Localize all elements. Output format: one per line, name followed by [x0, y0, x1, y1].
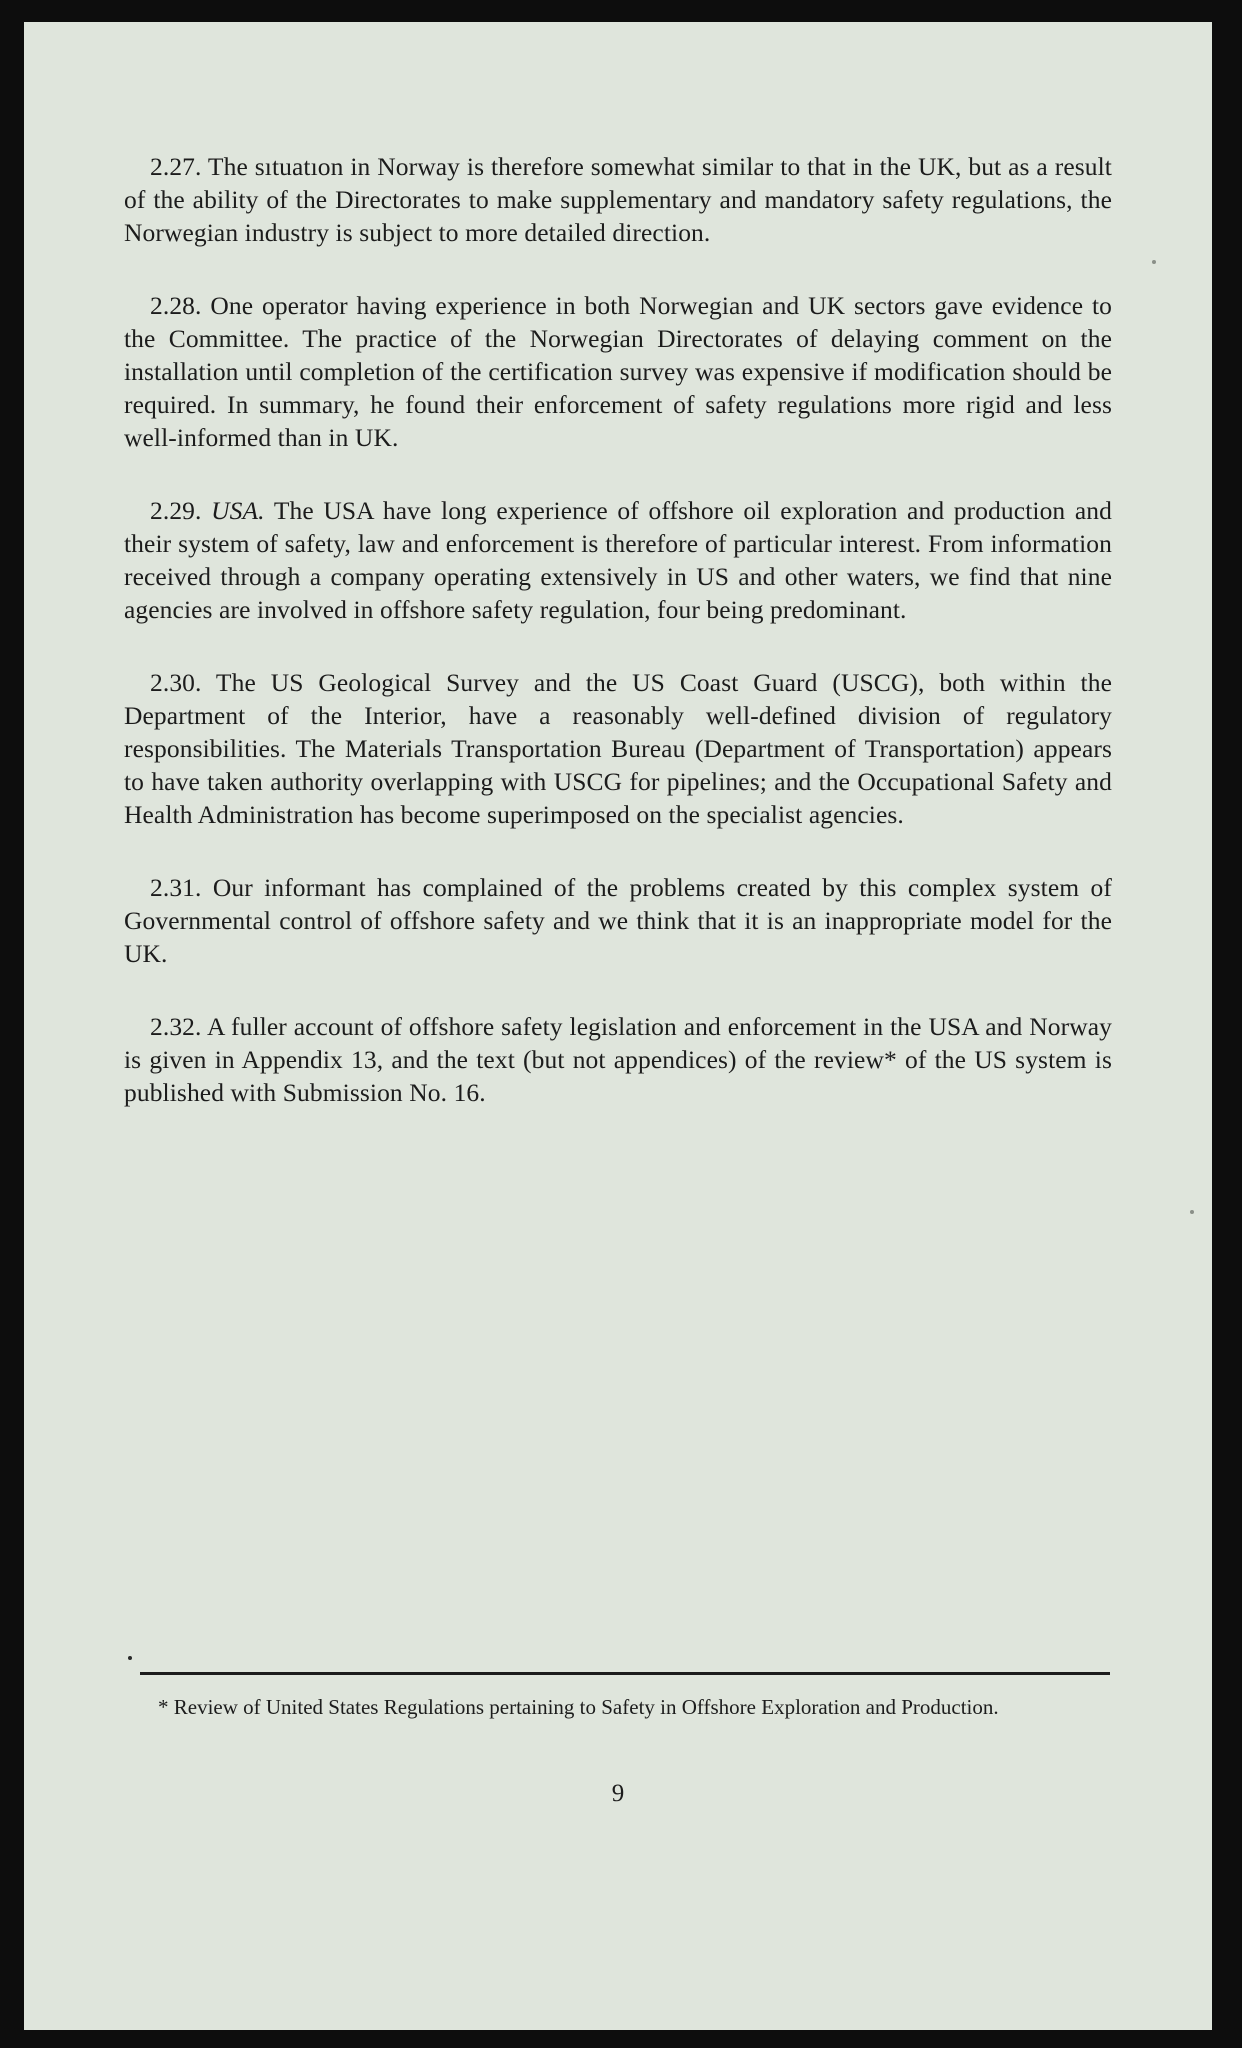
- paragraph-number: 2.27.: [150, 152, 202, 181]
- footnote: * Review of United States Regulations pertaining to Safety in Offshore Exploration and Production.: [158, 1695, 999, 1719]
- paragraph-number: 2.28.: [150, 291, 202, 320]
- paragraph-number: 2.29.: [150, 496, 202, 525]
- paragraph-2-27: [124, 150, 1112, 249]
- paragraph-number: 2.31.: [150, 873, 202, 902]
- paragraph-text: One operator having experience in both Norwegian and UK sectors gave evidence to the Committee. The practice of the Norwegian Directorates of delaying comment on the installation until completion of the certification survey was expensive if modification should be required. In summary, he found their enforcement of safety regulations more rigid and less well-informed than in UK.: [124, 291, 1112, 452]
- scan-speck: [1152, 260, 1156, 264]
- scan-speck: [128, 1656, 132, 1660]
- body-text: [124, 150, 1112, 1149]
- paragraph-text: A fuller account of offshore safety legislation and enforcement in the USA and Norway is given in Appendix 13, and the text (but not appendices) of the review* of the US system is published with Submission No. 16.: [124, 1012, 1112, 1107]
- paragraph-text: The sıtuatıon in Norway is therefore somewhat similar to that in the UK, but as a result of the ability of the Directorates to make supplementary and mandatory safety regulations, the Norwegian industry is subject to more detailed direction.: [124, 152, 1112, 247]
- document-page: [24, 22, 1212, 2030]
- footnote-rule: [140, 1672, 1110, 1675]
- paragraph-2-31: [124, 871, 1112, 970]
- paragraph-number: 2.30.: [150, 668, 202, 697]
- paragraph-2-32: [124, 1010, 1112, 1109]
- page-number: 9: [611, 1780, 625, 1807]
- paragraph-lead: USA.: [211, 496, 265, 525]
- paragraph-2-30: [124, 666, 1112, 831]
- paragraph-2-28: [124, 289, 1112, 454]
- paragraph-2-29: [124, 494, 1112, 626]
- paragraph-text: The USA have long experience of offshore oil exploration and production and their system of safety, law and enforcement is therefore of particular interest. From information received through a company operating extensively in US and other waters, we find that nine agencies are involved in offshore safety regulation, four being predominant.: [124, 496, 1112, 624]
- scan-speck: [1190, 1210, 1194, 1214]
- paragraph-number: 2.32.: [150, 1012, 202, 1041]
- paragraph-text: The US Geological Survey and the US Coast Guard (USCG), both within the Department of the Interior, have a reasonably well-defined division of regulatory responsibilities. The Materials Transportation Bureau (Department of Transportation) appears to have taken authority overlapping with USCG for pipelines; and the Occupational Safety and Health Administration has become superimposed on the specialist agencies.: [124, 668, 1113, 829]
- paragraph-text: Our informant has complained of the problems created by this complex system of Governmental control of offshore safety and we think that it is an inappropriate model for the UK.: [124, 873, 1112, 968]
